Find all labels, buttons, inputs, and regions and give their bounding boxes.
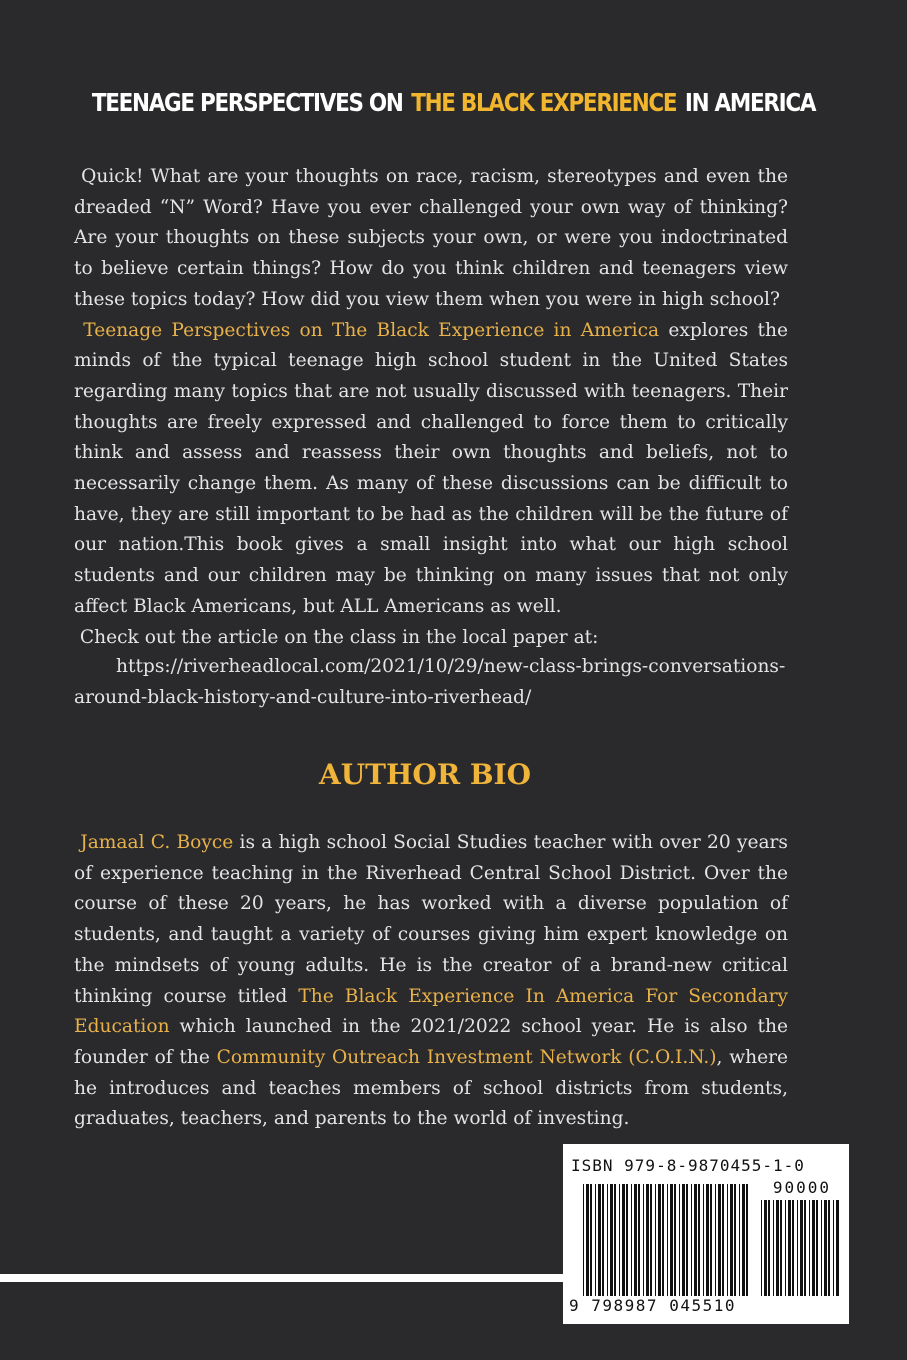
check-out-text: Check out the article on the class in the local paper at: — [79, 626, 599, 648]
article-url — [74, 652, 788, 713]
blurb-p2-text: explores the minds of the typical teenage high school student in the United States regarding many topics that are not usually discussed with teenagers. Their thoughts are freely expressed and challenged to force them to critically think and assess and reassess their own thoughts and beliefs, not to necessarily change them. As many of these discussions can be difficult to have, they are still important to be had as the children will be the future of our nation.This book gives a small insight into what our high school students and our children may be thinking on many issues that not only affect Black Americans, but ALL Americans as well. — [74, 319, 788, 617]
title-part-2: IN AMERICA — [684, 88, 816, 117]
url-line-1: https://riverheadlocal.com/2021/10/29/new-class-brings-conversations- — [116, 656, 786, 677]
author-bio-text — [74, 828, 788, 1135]
author-name: Jamaal C. Boyce — [80, 832, 234, 853]
blurb-paragraph-2 — [74, 316, 788, 623]
book-blurb — [74, 162, 788, 653]
course-name: The Black Experience In America For Secondary Education — [74, 985, 789, 1038]
network-name: Community Outreach Investment Network (C.O.I.N.) — [216, 1046, 717, 1068]
title-part-1: TEENAGE PERSPECTIVES ON — [91, 88, 403, 117]
blurb-paragraph-1 — [74, 162, 788, 316]
price-code: 90000 — [772, 1178, 831, 1197]
url-line-2: around-black-history-and-culture-into-riverhead/ — [74, 686, 532, 708]
isbn-label: ISBN 979-8-9870455-1-0 — [571, 1156, 805, 1175]
bio-text-1: is a high school Social Studies teacher with over 20 years of experience teaching in the Riverhead Central School District. Over the course of these 20 years, he has worked with a diverse population of students, and taught a variety of courses giving him expert knowledge on the mindsets of young adults. He is the creator of a brand-new critical thinking course titled — [74, 832, 788, 1007]
bio-text-2: which launched in the 2021/2022 school year. He is also the founder of the — [74, 1016, 788, 1068]
author-bio-heading: AUTHOR BIO — [319, 758, 531, 791]
isbn-barcode — [563, 1144, 849, 1324]
blurb-p1-text: Quick! What are your thoughts on race, racism, stereotypes and even the dreaded “N” Word? Have you ever challenged your own way of thinking? Are your thoughts on these subjects your own, or were you indoctrinated to believe certain things? How do you think children and teenagers view these topics today? How did you view them when you were in high school? — [74, 166, 788, 310]
book-title-highlight: Teenage Perspectives on The Black Experience in America — [83, 319, 660, 341]
bottom-divider — [0, 1274, 563, 1282]
barcode-number: 9 798987 045510 — [569, 1296, 736, 1315]
cover-title — [63, 88, 843, 117]
bio-text-3: , where he introduces and teaches members of school districts from students, graduates, teachers, and parents to the world of investing. — [74, 1046, 788, 1130]
title-highlight: THE BLACK EXPERIENCE — [411, 88, 677, 117]
barcode-bars-icon — [583, 1184, 753, 1296]
check-out-line — [74, 623, 788, 654]
barcode-addon-bars-icon — [761, 1200, 841, 1296]
